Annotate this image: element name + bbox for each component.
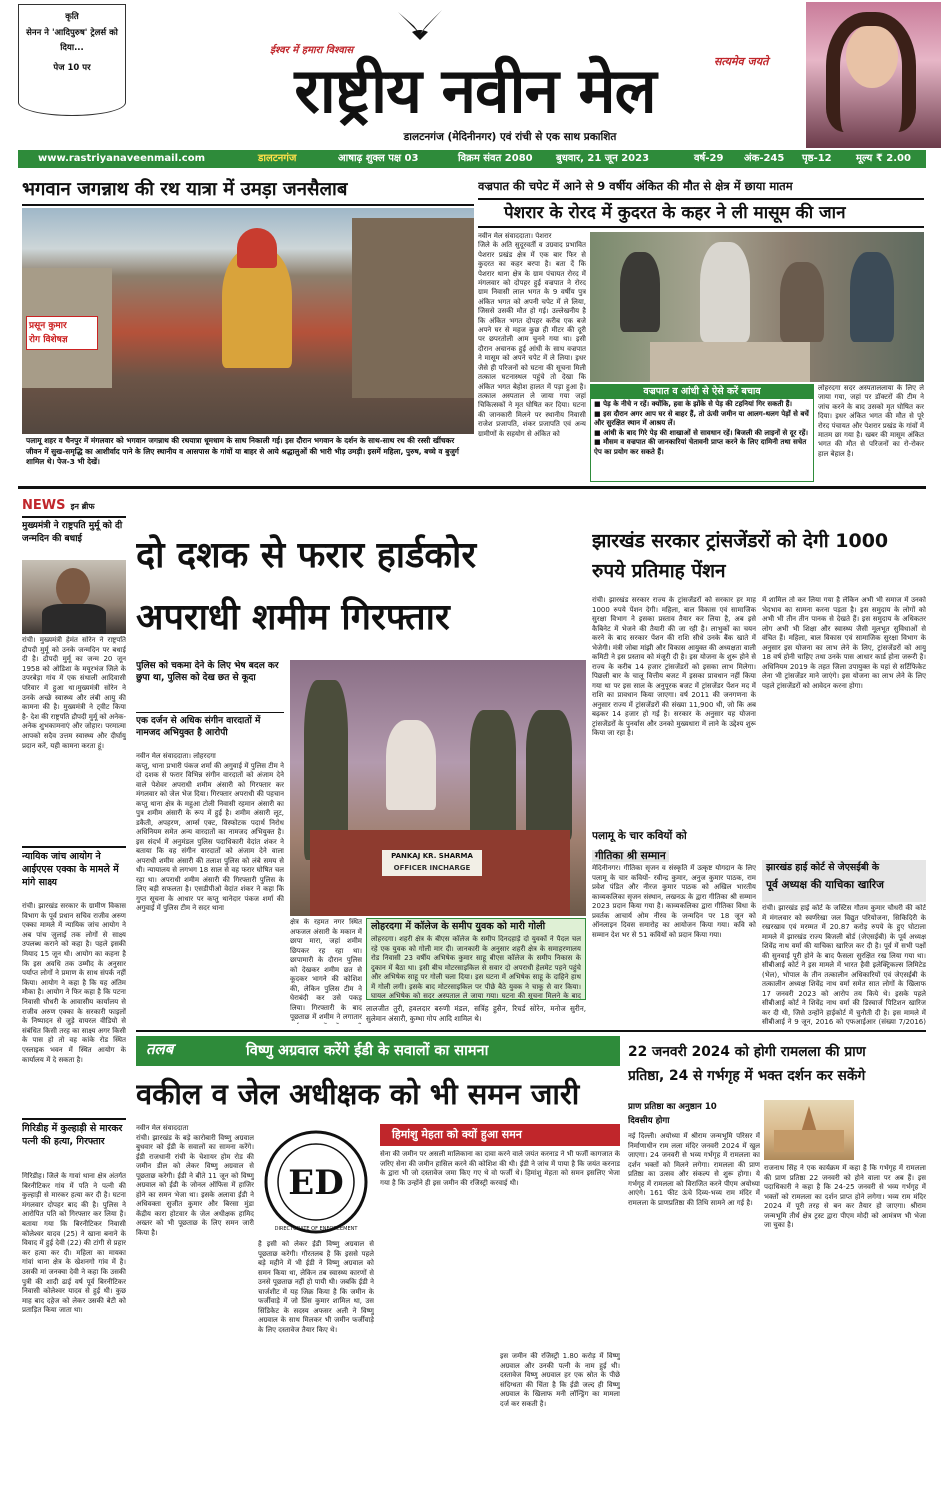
safety-item: ■ पेड़ के नीचे न रहें। क्योंकि, हवा के झोंके से पेड़ की टहनियां गिर सकती हैं। (594, 400, 793, 408)
safety-item: ■ इस दौरान अगर आप घर से बाहर हैं, तो ऊंची जमीन या आलग-थलग पेड़ों से बचें और सुरक्षित स्थान में आश्रय लें। (594, 409, 809, 428)
ram-deck-2: दिवसीय होगा (628, 1116, 670, 1126)
info-place: डालटनगंज (258, 153, 297, 164)
signboard-line-2: रोग विशेषज्ञ (29, 335, 68, 345)
lead1-caption-text: पलामू शहर व चैनपुर में मंगलवार को भगवान जगन्नाथ की रथयात्रा धूमधाम के साथ निकाली गई। इस दौरान भगवान के दर्शन के साथ-साथ रथ की रस्सी खींचकर जीवन में सुख-समृद्धि का आशीर्वाद पाने के लिए स्थानीय व आसपास के गांवों या बाहर से आये श्रद्धालुओं की भारी भीड़ उमड़ी। इसमें महिला, पुरुष, बच्चे व बुजुर्ग शामिल थे। (26, 436, 459, 466)
nameplate-line-1: PANKAJ KR. SHARMA (391, 852, 473, 860)
safety-box-title: वज्रपात व आंधी से ऐसे करें बचाव (591, 385, 813, 399)
nameplate-line-2: OFFICER INCHARGE (393, 864, 471, 872)
court-body: रांची। झारखंड हाई कोर्ट के जस्टिस गौतम कुमार चौधरी की कोर्ट में मंगलवार को स्वर्णरेखा जल विद्युत परियोजना, सिकिदिरी के रखरखाव एवं मरम्मत में 20.87 करोड़ रुपये के हुए घोटाला मामले में झारखंड राज्य बिजली बोर्ड (जेएसईबी) के पूर्व अध्यक्ष शिवेंद्र नाथ वर्मा की याचिका खारिज कर दी है। पूर्व में सभी पक्षों की सुनवाई पूरी होने के बाद फैसला सुरक्षित रख लिया गया था। सीबीआई कोर्ट ने इस मामले में भारत हैवी इलेक्ट्रिकल्स लिमिटेड (भेल), भोपाल के तीन तत्कालीन अधिकारियों एवं जेएसईबी के तत्कालीन अध्यक्ष शिवेंद्र नाथ वर्मा समेत सात लोगों के खिलाफ 17 जनवरी 2023 को आरोप तय किये थे। इसके पहले सीबीआई कोर्ट ने शिवेंद्र नाथ वर्मा की डिस्चार्ज पिटिशन खारिज कर दी थी, जिसे उन्होंने हाईकोर्ट में चुनौती दी है। इस मामले में सीबीआई ने 9 जून, 2016 को एफआईआर (संख्या 7/2016) (762, 904, 926, 1026)
pension-headline: झारखंड सरकार ट्रांसजेंडरों को देगी 1000 रुपये प्रतिमाह पेंशन (592, 530, 889, 582)
lead2-body-right: लोहरदगा सदर अस्पताललाया के लिए ले जाया गया, जहां पर डॉक्टरों की टीम ने जांच करने के बाद उसको मृत घोषित कर दिया। इधर अंकित भगत की मौत से पूरे रोरद पंचायत और पेशरार प्रखंड के गांवों में मातम छा गया है। खबर की मासूम अंकित भगत की मौत से परिजनों का रो-रोकर हाल बेहाल है। (818, 384, 924, 458)
safety-item: ■ आंधी के बाद गिरे पेड़ की शाखाओं से सावधान रहें। बिजली की लाइनों से दूर रहें। (594, 428, 808, 437)
brief1-body: रांची। मुख्यमंत्री हेमंत सोरेन ने राष्ट्रपति द्रौपदी मुर्मू को उनके जन्मदिन पर बधाई दी है। द्रौपदी मुर्मू का जन्म 20 जून 1958 को ओडिशा के मयूरभंज जिले के उपरबेड़ा गांव में एक संथाली आदिवासी परिवार में हुआ था।मुख्यमंत्री सोरेन ने उनके अच्छे स्वास्थ्य और लंबी आयु की कामना की है। मुख्यमंत्री ने ट्वीट किया है- देश की राष्ट्रपति द्रौपदी मुर्मू को अनेक-अनेक शुभकामनाएं और जोहार। परमात्मा आपको सदैव उत्तम स्वास्थ्य और दीर्घायु प्रदान करें, यही कामना करता हूं। (22, 636, 126, 750)
poets-body: मेदिनीनगर। गीतिका सृजन व संस्कृति में उत्कृष्ट योगदान के लिए पलामू के चार कवियों- रवीन्द्र कुमार, अनुज कुमार पाठक, राम प्रवेश पंडित और नीरज कुमार पाठक को अखिल भारतीय काव्यकलिका सृजन संस्थान, लखनऊ के द्वारा गीतिका श्री सम्मान 2023 प्रदान किया गया है। काव्यकलिका द्वारा गीतिका विधा के प्रवर्तक आचार्य ओम नीरव के जन्मदिन पर 18 जून को ऑनलाइन दिवस समारोह का आयोजन किया गया। कवि को सम्मान देश भर से 51 कवियों को प्रदान किया गया। (592, 864, 756, 939)
info-date: बुधवार, 21 जून 2023 (556, 153, 650, 164)
website-link[interactable]: www.rastriyanaveenmail.com (38, 153, 206, 164)
ram-body: नई दिल्ली। अयोध्या में श्रीराम जन्मभूमि परिसर में निर्माणाधीन राम लला मंदिर जनवरी 2024 में खुल जाएगा। 24 जनवरी से भव्य गर्भगृह में रामलला का दर्शन भक्तों को मिलने लगेगा। रामलला की प्राण प्रतिष्ठा का उत्सव और संकल्प से शुरू होगा। ये गर्भगृह में रामलला को विराजित करने पीएम अयोध्या आएंगे। 161 फीट ऊंचे दिव्य-भव्य राम मंदिर में रामलला के प्राणप्रतिष्ठा की तिथि सामने आ गई है। (628, 1132, 760, 1207)
ed-headline: वकील व जेल अधीक्षक को भी समन जारी (136, 1077, 580, 1111)
ed-emblem-icon (258, 1126, 374, 1238)
info-year: वर्ष-29 (694, 153, 724, 164)
arrest-body: नवीन मेल संवाददाता। लोहरदगा कप्तु, थाना प्रभारी पंकज शर्मा की अगुवाई में पुलिस टीम ने दो दशक से फरार विभिन्न संगीन वारदातों को अंजाम देने वाले पेशेवर अपराधी शमीम अंसारी को गिरफ्तार कर मंगलवार को जेल भेज दिया। गिरफ्तार अपराधी की पहचान कप्तु थाना क्षेत्र के महुआ टोली निवासी रहमान अंसारी का पुत्र शमीम अंसारी के रूप में हुई है। शमीम अंसारी लूट, डकैती, अपहरण, आर्म्स एक्ट, विस्फोटक पदार्थ निरोध अधिनियम समेत अन्य वारदातों का नामजद अभियुक्त है। इस संदर्भ में अनुमंडल पुलिस पदाधिकारी वेदांत शंकर ने बताया कि वह संगीन वारदातों को अंजाम देने वाला अपराधी शमीम अंसारी की तलाश पुलिस को लंबे समय से थी। न्यायालय से लगभग 18 साल से वह फरार घोषित चल रहा था। अपराधी शमीम अंसारी की गिरफ्तारी पुलिस के लिए बड़ी सफलता है। एसडीपीओ वेदांत शंकर ने कहा कि गुप्त सूचना के आधार पर कप्तु थानेदार पंकज शर्मा की अगुवाई में पुलिस टीम ने सदर थाना (136, 752, 284, 912)
ed-sub-headline: हिमांशु मेहता को क्यों हुआ समन (392, 1128, 522, 1141)
safety-item: ■ मौसम व वज्रपात की जानकारियां चेतावनी प्राप्त करने के लिए दामिनी तथा सचेत ऐप का प्रयोग कर सकते हैं। (594, 438, 807, 456)
arrest-deck-1: पुलिस को चकमा देने के लिए भेष बदल कर छुपा था, पुलिस को देख छत से कूदा (136, 661, 279, 683)
section-rule-2 (136, 1030, 926, 1032)
teaser-top: कृति (65, 12, 79, 22)
poets-headline-2-text: गीतिका श्री सम्मान (592, 850, 669, 862)
ed-logo-text: DIRECTORATE OF ENFORCEMENT (274, 1226, 358, 1232)
lead2-photo (590, 232, 924, 382)
ed-banner (136, 1036, 620, 1066)
ram-headline-1: 22 जनवरी 2024 को होगी रामलला की प्राण (628, 1044, 866, 1060)
lead1-caption (22, 434, 474, 482)
news-brief-header (22, 494, 126, 514)
brief2-body: रांची। झारखंड सरकार के ग्रामीण विकास विभाग के पूर्व प्रधान सचिव राजीव अरुण एक्का मामले में न्यायिक जांच आयोग ने अब पांच जुलाई तक लोगों से साक्ष्य उपलब्ध कराने को कहा है। पहले इसकी मियाद 15 जून थी। आयोग का कहना है कि इस अवधि तक उम्मीद के अनुसार पर्याप्त लोगों ने प्रमाण के साथ संपर्क नहीं किया। आयोग ने कहा है कि यह अंतिम मौका है। आयोग ने फिर कहा है कि पटना निवासी चौधरी के आवासीय कार्यालय से राजीव अरुण एक्का के सरकारी फाइलों के निष्पादन से जुड़े वायरल वीडियो से संबंधित किसी तरह का साक्ष्य अगर किसी के पास हो तो वह कांके रोड स्थित एस्लाइक भवन में स्थित आयोग के कार्यालय में दे सकता है। (22, 902, 126, 1064)
teaser-page: पेज 10 पर (53, 63, 91, 73)
info-issue: अंक-245 (744, 153, 785, 164)
lead2-body: नवीन मेल संवाददाता। पेशरार जिले के अति सुदूरवर्ती व उग्रवाद प्रभावित पेशरार प्रखंड क्षेत्र में एक बार फिर से कुदरत का कहर बरपा है। बता दें कि पेशरार थाना क्षेत्र के ग्राम पंचायत रोरद में मंगलवार को दोपहर हुई वज्रपात ने रोरद ग्राम निवासी लाल भगत के 9 वर्षीय पुत्र अंकित भगत को अपनी चपेट में ले लिया, जिससे उसकी मौत हो गई। उल्लेखनीय है कि अंकित भगत दोपहर करीब एक बजे अपने घर से महज कुछ ही मीटर की दूरी पर छपरतोली आम चुनने गया था। इसी दौरान अचानक हुई आंधी के साथ वज्रपात ने मासूम को अपने चपेट में ले लिया। इधर जैसे ही परिजनों को घटना की सूचना मिली तत्काल घटनास्थल पहुंचे तो देखा कि अंकित भगत बेहोश हालत में पड़ा हुआ है। तत्काल अस्पताल ले जाया गया जहां चिकित्सकों ने मृत घोषित कर दिया। घटना की जानकारी मिलने पर स्थानीय निवासी राजेश प्रजापति, शंकर प्रजापति एवं अन्य ग्रामीणों के सहयोग से अंकित को (478, 232, 586, 438)
arrest-body-2: क्षेत्र के रहमत नगर स्थित अफजल अंसारी के मकान में छापा मारा, जहां शमीम छिपकर रह रहा था। छापामारी के दौरान पुलिस को देखकर शमीम छत से कूदकर भागने की कोशिश की, लेकिन पुलिस टीम ने घेराबंदी कर उसे पकड़ लिया। गिरफ्तारी के बाद पूछताछ में शमीम ने लगातार (290, 918, 362, 1021)
arrest-headline-2: अपराधी शमीम गिरफ्तार (136, 597, 450, 638)
info-tithi: आषाढ़ शुक्ल पक्ष 03 (338, 153, 419, 164)
lead1-rule (22, 204, 474, 206)
photo-signboard (26, 316, 98, 350)
teaser-body: सेनन ने 'आदिपुरुष' ट्रेलर्स को दिया... (26, 28, 118, 53)
court-headline-1: झारखंड हाई कोर्ट से जेएसईबी के (766, 862, 880, 873)
lead2-kicker: वज्रपात की चपेट में आने से 9 वर्षीय अंकित की मौत से क्षेत्र में छाया मातम (478, 179, 793, 193)
svg-text:ED: ED (288, 1163, 344, 1203)
officer-nameplate (382, 850, 482, 876)
tagline-right: सत्यमेव जयते (714, 55, 769, 68)
tagline-left: ईश्वर में हमारा विश्वास (270, 45, 354, 56)
lead1-headline: भगवान जगन्नाथ की रथ यात्रा में उमड़ा जनसैलाब (22, 179, 348, 200)
ram-body-2: राजनाथ सिंह ने एक कार्यक्रम में कहा है कि गर्भगृह में रामलला की प्राण प्रतिष्ठा 22 जनवरी को होने वाला पर अब हैं। इस पदाधिकारी ने कहा है कि 24-25 जनवरी से भव्य गर्भगृह में भक्तों को रामलला का दर्शन प्राप्त होने लगेगा। भव्य राम मंदिर 2024 में पूरी तरह से बन कर तैयार हो जाएगा। श्रीराम जन्मभूमि तीर्थ क्षेत्र ट्रस्ट द्वारा पीएम मोदी को आमंत्रण भी भेजा जा चुका है। (764, 1164, 926, 1229)
brief3-body: गिरिडीह। जिले के गावां थाना क्षेत्र अंतर्गत बिरनीटिकर गांव में पति ने पत्नी की कुल्हाड़ी से मारकर हत्या कर दी है। घटना मंगलवार दोपहर बाद की है। पुलिस ने आरोपित पति को गिरफ्तार कर लिया है। बताया गया कि बिरनीटिकर निवासी कोलेश्वर यादव (25) ने खाना बनाने के विवाद में हुई देवी (22) की टांगी से प्रहार कर हत्या कर दी। महिला का मायका गांवां थाना क्षेत्र के खेशनगो गांव में है। उसकी मां जनक्वा देवी ने कहा कि उसकी पुत्री की शादी ढाई वर्ष पूर्व बिरनीटिकर निवासी कोलेश्वर यादव से हुई थी। कुछ माह बाद दहेज को लेकर उसकी बेटी को प्रताड़ित किया जाता था। (22, 1172, 126, 1315)
pension-body-2: में शामिल तो कर लिया गया है लेकिन अभी भी समाज में उनको भेदभाव का सामना करना पड़ता है। इस समुदाय के लोगों को अभी भी तीन तीन पानक से देखते हैं। इस समुदाय के अधिकतर लोग अभी भी शिक्षा और स्वास्थ्य जैसी मूलभूत सुविधाओं से वंचित हैं। महिला, बाल विकास एवं सामाजिक सुरक्षा विभाग के अनुसार इस योजना का लाभ लेने के लिए, ट्रांसजेंडरों को आयु 18 वर्ष होनी चाहिए तथा उनके पास आधार कार्ड होना जरूरी है। अधिनियम 2019 के तहत जिला उपायुक्त के यहां से सर्टिफिकेट लेना भी ट्रांसजेंडर माने जाएंगे। इस योजना का लाभ लेने के लिए पहले ट्रांसजेंडरों को आवेदन करना होगा। (762, 596, 926, 690)
brief2-title: न्यायिक जांच आयोग ने आईएएस एक्का के मामले में मांगे साक्ष्य (22, 846, 126, 900)
info-price: मूल्य ₹ 2.00 (856, 153, 911, 164)
ram-temple-photo (764, 1100, 854, 1160)
court-headline-box (762, 860, 926, 902)
ed-body: नवीन मेल संवाददाता रांची। झारखंड के बड़े कारोबारी विष्णु अग्रवाल बुधवार को ईडी के सवालों का सामना करेंगे। ईडी राजधानी रांची के चेशायर होम रोड की जमीन डील को लेकर विष्णु अग्रवाल से पूछताछ करेगी। ईडी ने बीते 11 जून को विष्णु अग्रवाल को ईडी के जोनल ऑफिस में हाजिर होने का समन भेजा था। इसके अलावा ईडी ने अधिवक्ता सुजीत कुमार और बिरसा मुंडा केंद्रीय कारा होटवार के जेल अधीक्षक हामिद अख्तर को भी पूछताछ के लिए समन जारी किया है। (136, 1124, 254, 1237)
info-pages: पृष्ठ-12 (802, 153, 832, 164)
ed-body-3: सेना की जमीन पर असली मालिकाना का दावा करने वाले जयंत करनाड ने भी फर्जी कागजात के जरिए सेना की जमीन हासिल करने की कोशिश की थी। ईडी ने जांच में पाया है कि जयंत करनाड के द्वारा भी जो दस्तावेज जमा किए गए थे वो फर्जी थे। हिमांशु मेहता को समन इसलिए भेजा गया है कि उन्होंने ही इस जमीन की रजिस्ट्री करवाई थी। (380, 1150, 620, 1187)
college-headline: लोहरदगा में कॉलेज के समीप युवक को मारी गोली (371, 921, 546, 932)
celebrity-photo (806, 2, 941, 148)
newspaper-title: राष्ट्रीय नवीन मेल (294, 54, 656, 127)
news-brief-label: NEWS (22, 498, 66, 513)
lead2-headline: पेशरार के रोरद में कुदरत के कहर ने ली मासूम की जान (504, 203, 846, 223)
lead1-caption-ref[interactable]: पेज-3 भी देखें। (56, 457, 100, 466)
pension-body: रांची। झारखंड सरकार राज्य के ट्रांसजेंडरों को सरकार हर माह 1000 रुपये पेंशन देगी। महिला, बाल विकास एवं सामाजिक सुरक्षा विभाग ने इसका प्रस्ताव तैयार कर लिया है, अब इसे कैबिनेट में भेजने की तैयारी की जा रही है। लाभुकों का चयन करने के बाद सरकार पेंशन की राशि सीधे उनके बैंक खाते में भेजेगी। मंत्री जोबा मांझी और विकास आयुक्त की अध्यक्षता वाली कमिटी ने इस प्रस्ताव को मंजूरी दी है। इस योजना के शुरू होने से राज्य के करीब 14 हजार ट्रांसजेंडरों को इसका लाभ मिलेगा। पिछली बार के चालू वित्तीय बजट में इसका प्रावधान नहीं किया गया था पर इस साल के अनुपूरक बजट में ट्रांसजेंडर पेंशन मद में राशि का प्रावधान किया जाएगा। वर्ष 2011 की जनगणना के अनुसार राज्य में ट्रांसजेंडरों की संख्या 11,900 थी, जो कि अब बढ़कर 14 हजार हो गई है। सरकार के अनुसार यह योजना ट्रांसजेंडरों के पुनर्वास और उनको मुख्यधारा में लाने के उद्देश्य शुरू किया जा रहा है। (592, 596, 756, 737)
ed-sub-banner (380, 1124, 620, 1146)
info-samvat: विक्रम संवत 2080 (458, 153, 533, 164)
college-body: लोहरदगा। शहरी क्षेत्र के बीएस कॉलेज के समीप दिनदहाड़े दो युवकों ने पैदल चल रहे एक युवक को गोली मार दी। जानकारी के अनुसार शहरी क्षेत्र के समाहरणालय रोड निवासी 23 वर्षीय अभिषेक कुमार साहू बीएस कॉलेज के समीप निकास के दुकान में बैठा था। इसी बीच मोटरसाइकिल से सवार दो अपराधी हेलमेट पहने पहुंचे और अभिषेक साहू पर गोली चला दिया। इस घटना में अभिषेक साहू के दाहिने हाथ में गोली लगी। इसके बाद मोटरसाइकिल पर पीछे बैठे युवक ने चाकू से वार किया। घायल अभिषेक को सदर अस्पताल ले जाया गया। घटना की सूचना मिलने के बाद (371, 935, 581, 999)
rath-yatra-photo (22, 208, 474, 434)
info-bar (18, 150, 926, 168)
ram-headline-2: प्रतिष्ठा, 24 से गर्भगृह में भक्त दर्शन कर सकेंगे (628, 1068, 866, 1084)
college-story (366, 918, 586, 1000)
arrest-deck-2: एक दर्जन से अधिक संगीन वारदातों में नामजद अभियुक्त है आरोपी (136, 712, 284, 748)
cm-photo (22, 560, 126, 634)
ed-body-4: इस जमीन की रजिस्ट्री 1.80 करोड़ में विष्णु अग्रवाल और उनकी पत्नी के नाम हुई थी। दस्तावेज विष्णु अग्रवाल हर एक स्रोत के पीछे संदिग्धता की चिंता है कि ईडी जल्द ही विष्णु अग्रवाल के खिलाफ मनी लॉन्ड्रिंग का मामला दर्ज कर सकती है। (500, 1352, 620, 1408)
lead2-headline-bar (478, 198, 924, 228)
poets-headline-1: पलामू के चार कवियों को (592, 830, 687, 842)
ed-logo (258, 1126, 374, 1238)
arrest-headline-1: दो दशक से फरार हार्डकोर (136, 535, 477, 576)
section-rule-1 (18, 486, 926, 489)
brief3-title: गिरिडीह में कुल्हाड़ी से मारकर पत्नी की हत्या, गिरफ्तार (22, 1118, 126, 1170)
bird-logo-icon (390, 4, 450, 50)
teaser-box[interactable] (18, 4, 126, 116)
masthead-subline: डालटनगंज (मेदिनीनगर) एवं रांची से एक साथ प्रकाशित (403, 131, 617, 143)
arrest-photo-caption: लालजीत तुरी, हवलदार बरुणी मंडल, सत्रिंह हुसैन, रिचर्ड सोरेन, मनोज सुरीन, सुलेमान अंसारी, कुम्भा गोप आदि शामिल थे। (366, 1004, 586, 1023)
signboard-line-1: प्रसून कुमार (29, 321, 67, 331)
safety-box (590, 384, 814, 482)
court-headline-2: पूर्व अध्यक्ष की याचिका खारिज (766, 879, 884, 891)
ram-deck-1: प्राण प्रतिष्ठा का अनुष्ठान 10 (628, 1102, 717, 1112)
poets-headline-2 (592, 844, 756, 862)
ed-kicker: विष्णु अग्रवाल करेंगे ईडी के सवालों का सामना (246, 1036, 488, 1066)
masthead (0, 0, 945, 148)
ed-tag: तलब (146, 1040, 174, 1058)
news-brief-sublabel: इन ब्रीफ (70, 502, 95, 511)
arrest-photo (290, 660, 586, 916)
brief1-title: मुख्यमंत्री ने राष्ट्रपति मुर्मू को दी जन्मदिन की बधाई (22, 516, 126, 556)
ed-body-2: है इसी को लेकर ईडी विष्णु अग्रवाल से पूछताछ करेगी। गौरतलब है कि इससे पहले बड़े महीने में भी ईडी ने विष्णु अग्रवाल को समन किया था, लेकिन तब स्वास्थ्य कारणों से उनसे पूछताछ नहीं हो पायी थी। जबकि ईडी ने चार्जशीट में यह जिक्र किया है कि जमीन के फर्जीवाड़े में जो प्रिंस कुमार शामिल था, उस सिंडिकेट के सदस्य अफसर अली ने विष्णु अग्रवाल के साथ मिलकर भी जमीन फर्जीवाड़े के लिए दस्तावेज तैयार किए थे। (258, 1240, 374, 1334)
